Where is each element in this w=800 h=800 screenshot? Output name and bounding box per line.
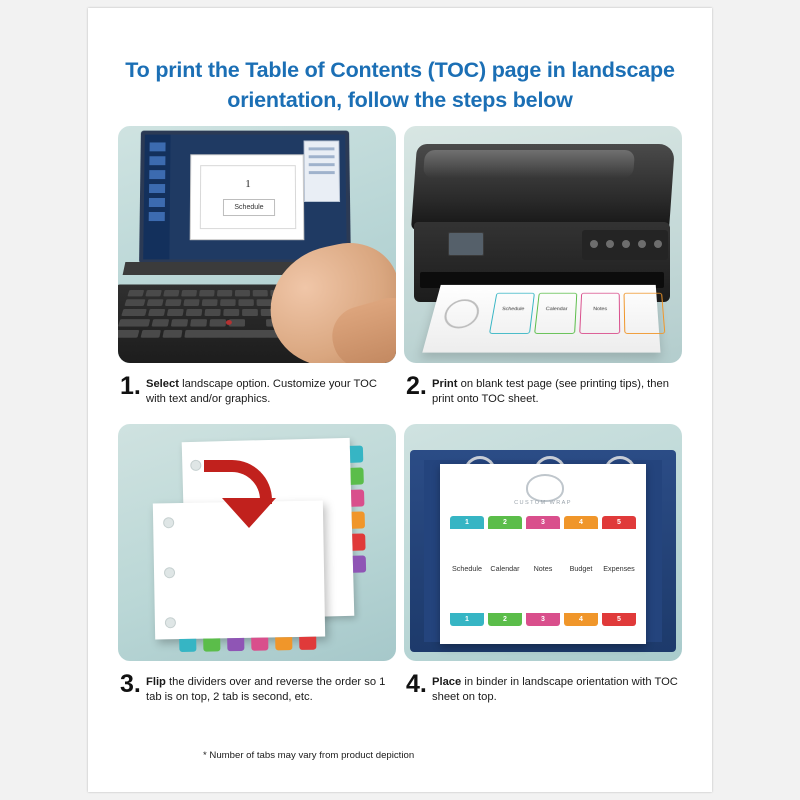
toc-tab-number-bottom-4: 4 bbox=[564, 613, 598, 626]
toc-tab-number-top-2: 2 bbox=[488, 516, 522, 529]
printed-tab-label-1: Schedule bbox=[501, 306, 525, 312]
printer-lid-highlight bbox=[423, 150, 635, 178]
laptop-screen bbox=[139, 131, 351, 264]
toc-tab-label-2: Calendar bbox=[490, 564, 520, 573]
step-3-photo bbox=[118, 424, 396, 661]
laptop-desktop bbox=[143, 135, 347, 260]
toc-tab-column-1 bbox=[450, 516, 484, 626]
printed-tab-label-3: Notes bbox=[593, 306, 608, 312]
step-3-lead: Flip bbox=[146, 676, 166, 688]
toc-tab-label-3: Notes bbox=[533, 564, 553, 573]
toc-logo-swirl-icon bbox=[441, 299, 482, 328]
brand-text: CUSTOM WRAP bbox=[514, 500, 572, 506]
toc-tab-number-top-5: 5 bbox=[602, 516, 636, 529]
step-4-number: 4. bbox=[406, 670, 427, 698]
toc-page-preview bbox=[200, 165, 296, 229]
step-4 bbox=[404, 424, 682, 705]
toc-tab-label-1: Schedule bbox=[452, 564, 482, 573]
step-2-caption bbox=[404, 374, 682, 407]
step-4-caption bbox=[404, 672, 682, 705]
printer-control-panel bbox=[582, 230, 668, 260]
step-2-number: 2. bbox=[406, 372, 427, 400]
toc-tab-label: Schedule bbox=[223, 199, 275, 216]
step-3 bbox=[118, 424, 396, 705]
brand-swirl-icon bbox=[526, 474, 564, 502]
toc-tab-number-bottom-3: 3 bbox=[526, 613, 560, 626]
toc-tab-number-top-4: 4 bbox=[564, 516, 598, 529]
step-3-text: the dividers over and reverse the order so 1 tab is on top, 2 tab is second, etc. bbox=[146, 676, 386, 703]
toc-tab-label-5: Expenses bbox=[603, 564, 635, 573]
step-2-photo bbox=[404, 126, 682, 363]
step-4-text: in binder in landscape orientation with TOC sheet on top. bbox=[432, 676, 678, 703]
toc-document-window bbox=[190, 154, 305, 240]
toc-sheet bbox=[440, 464, 646, 644]
desktop-sidebar bbox=[143, 135, 170, 260]
step-2 bbox=[404, 126, 682, 407]
desktop-right-pane bbox=[304, 140, 341, 202]
step-3-caption bbox=[118, 672, 396, 705]
printer-display bbox=[448, 232, 484, 256]
toc-tab-number-top-3: 3 bbox=[526, 516, 560, 529]
toc-tab-number-bottom-5: 5 bbox=[602, 613, 636, 626]
step-4-photo bbox=[404, 424, 682, 661]
toc-tab-number-bottom-2: 2 bbox=[488, 613, 522, 626]
toc-tab-column-4 bbox=[564, 516, 598, 626]
step-1-photo bbox=[118, 126, 396, 363]
printed-toc-sheet bbox=[422, 285, 660, 353]
step-3-number: 3. bbox=[120, 670, 141, 698]
toc-page-number: 1 bbox=[245, 178, 251, 191]
step-1-caption bbox=[118, 374, 396, 407]
toc-tab-label-4: Budget bbox=[569, 564, 593, 573]
step-1-text: landscape option. Customize your TOC with text and/or graphics. bbox=[146, 378, 377, 405]
page-title: To print the Table of Contents (TOC) page in landscape orientation, follow the steps below bbox=[125, 58, 675, 112]
toc-tab-number-bottom-1: 1 bbox=[450, 613, 484, 626]
footnote: * Number of tabs may vary from product depiction bbox=[203, 750, 415, 761]
step-1-lead: Select bbox=[146, 378, 179, 390]
step-2-text: on blank test page (see printing tips), then print onto TOC sheet. bbox=[432, 378, 669, 405]
toc-tab-column-5 bbox=[602, 516, 636, 626]
printed-tab-label-2: Calendar bbox=[545, 306, 568, 312]
step-2-lead: Print bbox=[432, 378, 458, 390]
step-4-lead: Place bbox=[432, 676, 462, 688]
instruction-sheet bbox=[88, 8, 712, 792]
step-1-number: 1. bbox=[120, 372, 141, 400]
toc-tab-column-2 bbox=[488, 516, 522, 626]
toc-tab-column-3 bbox=[526, 516, 560, 626]
toc-tab-number-top-1: 1 bbox=[450, 516, 484, 529]
flip-arrow-head-icon bbox=[222, 498, 276, 528]
step-1 bbox=[118, 126, 396, 407]
binder bbox=[410, 450, 676, 652]
